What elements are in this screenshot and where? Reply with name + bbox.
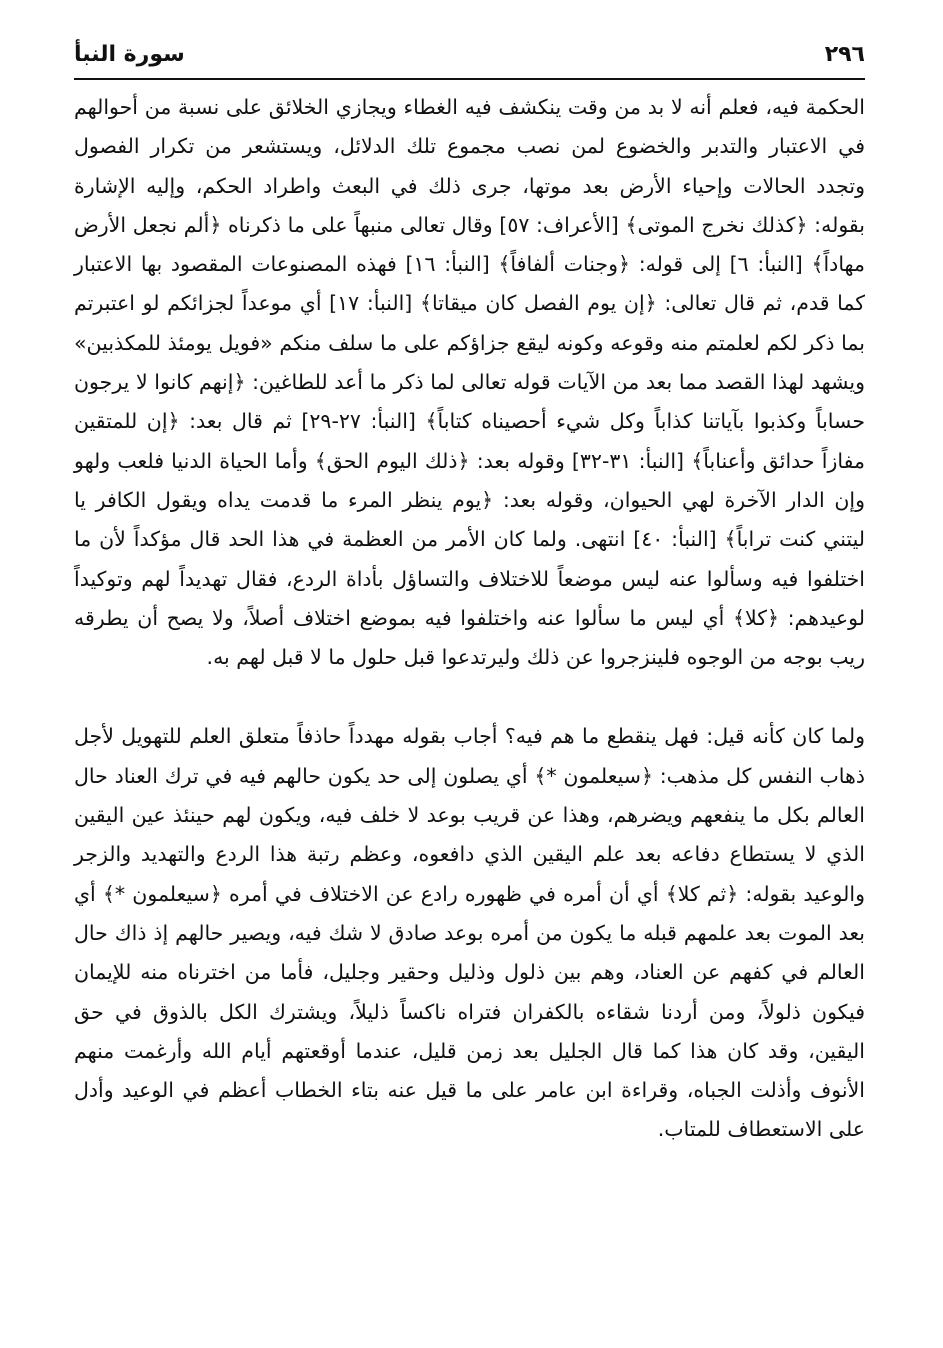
page-number: ٢٩٦ — [824, 42, 865, 67]
paragraph-2: ولما كان كأنه قيل: فهل ينقطع ما هم فيه؟ أجاب بقوله مهدداً حاذفاً متعلق العلم للتهويل لأجل ذهاب النفس كل مذهب: ﴿سيعلمون *﴾ أي يصلون إلى حد يكون حالهم فيه في ترك العناد حال العالم بكل ما ينفعهم ويضرهم، وهذا عن قريب بوعد لا خلف فيه، ويكون لهم حينئذ عين اليقين الذي لا يستطاع دفاعه بعد علم اليقين الذي دافعوه، وعظم رتبة هذا الردع والتهديد والزجر والوعيد بقوله: ﴿ثم كلا﴾ أي أن أمره في ظهوره رادع عن الاختلاف في أمره ﴿سيعلمون *﴾ أي بعد الموت بعد علمهم قبله ما يكون من أمره بوعد صادق لا شك فيه، ويصير حالهم إذ ذاك حال العالم في كفهم عن العناد، وهم بين ذلول وذليل وحقير وجليل، فأما من اخترناه منه للإيمان فيكون ذلولاً، ومن أردنا شقاءه بالكفران فتراه ناكساً ذليلاً، ويشترك الكل بالذوق في حق اليقين، وقد كان هذا كما قال الجليل بعد زمن قليل، عندما أوقعتهم أيام الله وأرغمت منهم الأنوف وأذلت الجباه، وقراءة ابن عامر على ما قيل عنه بتاء الخطاب أعظم في الوعيد وأدل على الاستعطاف للمتاب. — [74, 724, 865, 1142]
surah-title: سورة النبأ — [74, 42, 185, 67]
paragraph-1: الحكمة فيه، فعلم أنه لا بد من وقت ينكشف فيه الغطاء ويجازي الخلائق على نسبة من أحوالهم في الاعتبار والتدبر والخضوع لمن نصب مجموع تلك الدلائل، ويستشعر من تكرار الفصول وتجدد الحالات وإحياء الأرض بعد موتها، جرى ذلك في البعث واطراد الحكم، وإليه الإشارة بقوله: ﴿كذلك نخرج الموتى﴾ [الأعراف: ٥٧] وقال تعالى منبهاً على ما ذكرناه ﴿ألم نجعل الأرض مهاداً﴾ [النبأ: ٦] إلى قوله: ﴿وجنات ألفافاً﴾ [النبأ: ١٦] فهذه المصنوعات المقصود بها الاعتبار كما قدم، ثم قال تعالى: ﴿إن يوم الفصل كان ميقاتا﴾ [النبأ: ١٧] أي موعداً لجزائكم لو اعتبرتم بما ذكر لكم لعلمتم منه وقوعه وكونه ليقع جزاؤكم على ما سلف منكم «فويل يومئذ للمكذبين» ويشهد لهذا القصد مما بعد من الآيات قوله تعالى لما ذكر ما أعد للطاغين: ﴿إنهم كانوا لا يرجون حساباً وكذبوا بآياتنا كذاباً وكل شيء أحصيناه كتاباً﴾ [النبأ: ٢٧-٢٩] ثم قال بعد: ﴿إن للمتقين مفازاً حدائق وأعناباً﴾ [النبأ: ٣١-٣٢] وقوله بعد: ﴿ذلك اليوم الحق﴾ وأما الحياة الدنيا فلعب ولهو وإن الدار الآخرة لهي الحيوان، وقوله بعد: ﴿يوم ينظر المرء ما قدمت يداه ويقول الكافر يا ليتني كنت تراباً﴾ [النبأ: ٤٠] انتهى. ولما كان الأمر من العظمة في هذا الحد قال مؤكداً لأن ما اختلفوا فيه وسألوا عنه ليس موضعاً للاختلاف والتساؤل بأداة الردع، فقال تهديداً لهم وتوكيداً لوعيدهم: ﴿كلا﴾ أي ليس ما سألوا عنه واختلفوا فيه بموضع اختلاف أصلاً، ولا يصح أن يطرقه ريب بوجه من الوجوه فلينزجروا عن ذلك وليرتدعوا قبل حلول ما لا قبل لهم به. — [74, 95, 866, 670]
body-text — [74, 88, 865, 1150]
page-header — [74, 38, 865, 78]
header-divider — [74, 78, 865, 80]
